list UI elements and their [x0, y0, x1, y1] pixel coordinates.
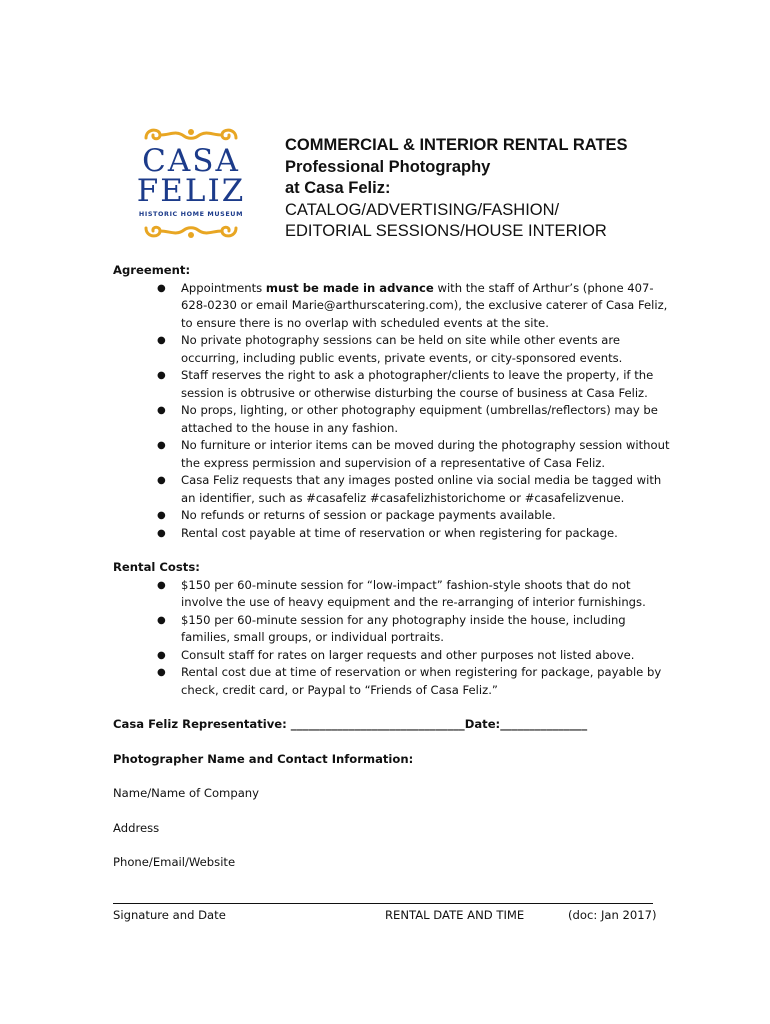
- phone-field-label[interactable]: Phone/Email/Website: [113, 855, 236, 869]
- heading-categories-line1: CATALOG/ADVERTISING/FASHION/: [285, 200, 560, 219]
- signature-label: Signature and Date: [113, 908, 226, 922]
- ornament-bottom-icon: [142, 220, 240, 242]
- agreement-title: Agreement:: [113, 263, 191, 277]
- list-item: ● Rental cost due at time of reservation or when registering for package, payable by check, credit card, or Paypal to “Friends of Casa Feliz.”: [113, 664, 673, 699]
- photographer-info-title: Photographer Name and Contact Information:: [113, 751, 414, 766]
- rental-costs-title: Rental Costs:: [113, 560, 200, 574]
- heading-subtitle: Professional Photography: [285, 157, 491, 176]
- address-field-label[interactable]: Address: [113, 820, 160, 835]
- list-item: ● No props, lighting, or other photography equipment (umbrellas/reflectors) may be attached to the house in any fashion.: [113, 402, 673, 437]
- logo-casa-text: CASA: [142, 143, 240, 179]
- logo-feliz-text: FELIZ: [136, 173, 246, 209]
- casa-feliz-logo: [132, 126, 250, 246]
- heading-title: COMMERCIAL & INTERIOR RENTAL RATES: [285, 136, 628, 154]
- list-item: ● Casa Feliz requests that any images posted online via social media be tagged with an identifier, such as #casafeliz #casafelizhistorichome or #casafelizvenue.: [113, 472, 673, 507]
- name-field-label[interactable]: Name/Name of Company: [113, 786, 260, 800]
- document-body: [113, 262, 673, 872]
- list-item: ● No refunds or returns of session or package payments available.: [113, 507, 673, 525]
- list-item: ● Staff reserves the right to ask a photographer/clients to leave the property, if the session is obtrusive or otherwise disturbing the course of business at Casa Feliz.: [113, 367, 673, 402]
- signature-line[interactable]: [113, 903, 653, 904]
- list-item: [113, 280, 673, 333]
- list-item-text: with the staff of Arthur’s (phone 407-628-0230 or email Marie@arthurscatering.com), the exclusive caterer of Casa Feliz, to ensure there is no overlap with scheduled events at the site.: [181, 280, 668, 330]
- document-heading: [285, 135, 685, 243]
- list-item: ● Consult staff for rates on larger requests and other purposes not listed above.: [113, 647, 673, 665]
- list-item: ● $150 per 60-minute session for “low-impact” fashion-style shoots that do not involve the use of heavy equipment and the re-arranging of interior furnishings.: [113, 577, 673, 612]
- logo-subtitle: HISTORIC HOME MUSEUM: [138, 210, 244, 218]
- list-item: ● Rental cost payable at time of reservation or when registering for package.: [113, 525, 673, 543]
- list-item: ● $150 per 60-minute session for any photography inside the house, including families, small groups, or individual portraits.: [113, 612, 673, 647]
- list-item: ● No furniture or interior items can be moved during the photography session without the express permission and supervision of a representative of Casa Feliz.: [113, 437, 673, 472]
- rental-date-label: RENTAL DATE AND TIME: [385, 908, 525, 922]
- list-item-text: Appointments: [181, 280, 266, 295]
- rental-costs-list: [113, 577, 673, 700]
- agreement-list: [113, 280, 673, 543]
- doc-date-label: (doc: Jan 2017): [568, 908, 657, 922]
- representative-signature-line[interactable]: Casa Feliz Representative: ______________________________Date:_______________: [113, 717, 588, 731]
- list-item-emphasis: must be made in advance: [265, 280, 434, 295]
- heading-categories-line2: EDITORIAL SESSIONS/HOUSE INTERIOR: [285, 222, 607, 240]
- heading-location: at Casa Feliz:: [285, 179, 391, 197]
- list-item: ● No private photography sessions can be held on site while other events are occurring, including public events, private events, or city-sponsored events.: [113, 332, 673, 367]
